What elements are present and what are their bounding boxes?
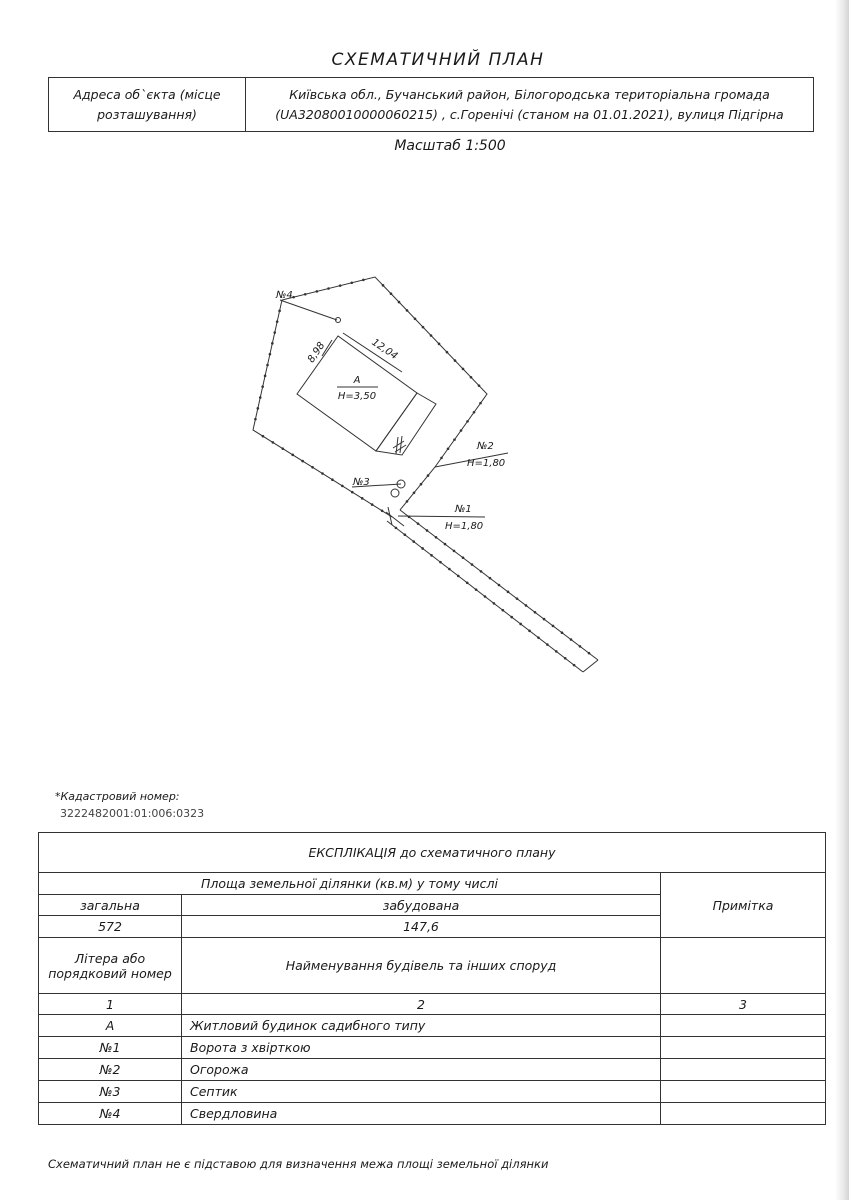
fence-post-dot [588,652,591,655]
fence-post-dot [271,342,274,345]
fence-post-dot [261,385,264,388]
fence-post-dot [479,402,482,405]
building-annex-outline [376,393,436,455]
fence-post-dot [406,500,409,503]
fence-post-dot [273,331,276,334]
address-value-line2: (UA32080010000060215) , с.Горенічі (станом на 01.01.2021), вулиця Підгірна [275,106,784,122]
row-note [661,1059,826,1081]
fence-post-dot [516,597,519,600]
fence-post-dot [412,540,415,543]
fence-post-dot [321,472,324,475]
fence-post-dot [301,460,304,463]
fence-post-dot [489,577,492,580]
fence-post-dot [475,588,478,591]
callout-n4-label: №4 [276,290,293,301]
leader-n1 [398,516,485,517]
fence-post-dot [470,376,473,379]
table-row [39,1015,826,1037]
fence-post-dot [406,309,409,312]
note-header: Примітка [661,873,826,938]
letter-header [39,938,182,994]
fence-post-dot [395,527,398,530]
fence-post-dot [457,575,460,578]
fence-post-dot [361,497,364,500]
driveway-end [583,660,598,672]
area-built-value: 147,6 [182,916,661,938]
letter-header-line2: порядковий номер [48,965,172,981]
fence-post-dot [259,396,262,399]
fence-post-dot [453,438,456,441]
callout-n1-height: H=1,80 [445,521,484,532]
fence-post-dot [555,650,558,653]
fence-post-dot [413,492,416,495]
row-note [661,1103,826,1125]
fence-post-dot [579,645,582,648]
fence-post-dot [417,522,420,525]
area-built-label: забудована [182,895,661,916]
column-number-1: 1 [39,994,182,1015]
fence-post-markers [254,279,590,667]
fence-post-dot [473,411,476,414]
fence-post-dot [493,602,496,605]
fence-post-dot [408,516,411,519]
column-number-3: 3 [661,994,826,1015]
fence-post-dot [440,457,443,460]
building-height: H=3,50 [337,391,377,402]
fence-post-dot [484,595,487,598]
row-name: Житловий будинок садибного типу [182,1015,661,1037]
letter-header-line1: Літера або [74,950,146,966]
fence-post-dot [448,568,451,571]
scale-label: Масштаб 1:500 [394,138,506,154]
gate-mark [386,512,404,526]
callout-n3-label: №3 [353,477,370,488]
fence-post-dot [430,334,433,337]
fence-post-dot [351,491,354,494]
fence-post-dot [525,604,528,607]
table-row [39,1081,826,1103]
fence-post-dot [304,293,307,296]
fence-post-dot [311,466,314,469]
fence-post-dot [462,368,465,371]
fence-post-dot [534,611,537,614]
note-header-empty [661,938,826,994]
fence-post-dot [466,581,469,584]
fence-post-dot [281,447,284,450]
row-note [661,1081,826,1103]
fence-post-dot [371,503,374,506]
fence-post-dot [254,418,257,421]
fence-post-dot [262,435,265,438]
fence-post-dot [421,547,424,550]
row-id: №2 [39,1059,182,1081]
row-name: Огорожа [182,1059,661,1081]
fence-post-dot [573,664,576,667]
row-id: №3 [39,1081,182,1103]
fence-post-dot [507,591,510,594]
fence-post-dot [381,509,384,512]
fence-post-dot [510,616,513,619]
row-name: Ворота з хвірткою [182,1037,661,1059]
fence-post-dot [398,301,401,304]
name-header: Найменування будівель та інших споруд [182,938,661,994]
fence-post-dot [528,630,531,633]
fence-post-dot [537,636,540,639]
fence-post-dot [269,353,272,356]
fence-post-dot [362,279,365,282]
row-note [661,1015,826,1037]
page-title: СХЕМАТИЧНИЙ ПЛАН [331,50,545,70]
fence-post-dot [564,657,567,660]
row-name: Свердловина [182,1103,661,1125]
fence-post-dot [422,326,425,329]
fence-post-dot [327,287,330,290]
fence-post-dot [257,407,260,410]
fence-post-dot [561,631,564,634]
fence-post-dot [427,474,430,477]
row-id: А [39,1015,182,1037]
fence-post-dot [439,561,442,564]
fence-post-dot [519,623,522,626]
fence-post-dot [552,625,555,628]
fence-post-dot [466,420,469,423]
table-row [39,1059,826,1081]
address-value-line1: Київська обл., Бучанський район, Білогородська територіальна громада [289,87,770,103]
fence-post-dot [502,609,505,612]
fence-post-dot [266,364,269,367]
area-header: Площа земельної ділянки (кв.м) у тому числі [39,873,661,895]
row-name: Септик [182,1081,661,1103]
callout-n2-height: H=1,80 [467,458,506,469]
fence-post-dot [480,570,483,573]
cadastral-label: *Кадастровий номер: [55,790,180,803]
column-number-2: 2 [182,994,661,1015]
row-id: №4 [39,1103,182,1125]
fence-post-dot [430,554,433,557]
fence-post-dot [272,441,275,444]
fence-post-dot [339,284,342,287]
footnote: Схематичний план не є підставою для визначення межа площі земельної ділянки [48,1157,549,1171]
leader-n4 [280,300,337,320]
address-label-line2: розташування) [97,106,197,122]
fence-post-dot [447,447,450,450]
fence-post-dot [264,375,267,378]
fence-post-dot [471,563,474,566]
area-total-label: загальна [39,895,182,916]
fence-post-dot [462,556,465,559]
fence-post-dot [478,384,481,387]
fence-post-dot [453,550,456,553]
fence-post-dot [444,543,447,546]
fence-post-dot [331,478,334,481]
fence-post-dot [454,359,457,362]
row-note [661,1037,826,1059]
area-total-value: 572 [39,916,182,938]
address-label-line1: Адреса об`єкта (місце [73,87,221,103]
table-row [39,1037,826,1059]
fence-post-dot [438,343,441,346]
fence-post-dot [460,429,463,432]
fence-post-dot [546,643,549,646]
building-width-dim: 8,98 [305,340,328,365]
fence-post-dot [291,454,294,457]
fence-post-dot [382,284,385,287]
fence-post-dot [414,317,417,320]
explication-table [38,832,826,1125]
fence-post-dot [390,292,393,295]
fence-post-dot [420,483,423,486]
septic-symbol-2 [391,489,399,497]
fence-post-dot [570,638,573,641]
cadastral-number: 3222482001:01:006:0323 [60,807,205,820]
callout-n1-label: №1 [455,504,472,515]
fence-post-dot [498,584,501,587]
row-id: №1 [39,1037,182,1059]
fence-post-dot [426,529,429,532]
fence-post-dot [404,533,407,536]
fence-post-dot [316,290,319,293]
fence-post-dot [276,320,279,323]
fence-post-dot [350,281,353,284]
explication-title: ЕКСПЛІКАЦІЯ до схематичного плану [39,833,826,873]
table-row [39,1103,826,1125]
building-length-dim: 12,04 [369,336,400,363]
fence-post-dot [341,485,344,488]
fence-post-dot [446,351,449,354]
fence-post-dot [435,536,438,539]
callout-n2-label: №2 [477,441,494,452]
fence-post-dot [543,618,546,621]
fence-post-dot [278,310,281,313]
building-letter: А [353,375,361,386]
